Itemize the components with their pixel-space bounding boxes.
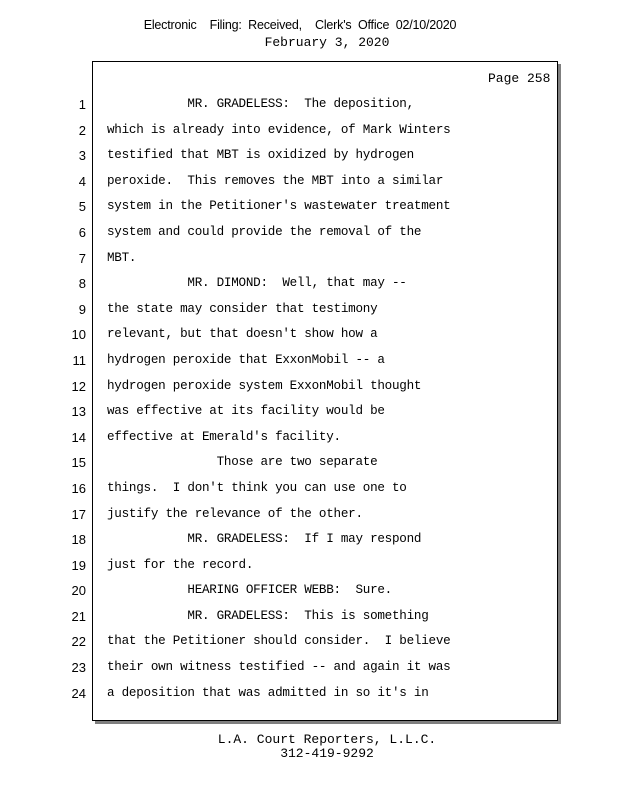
line-number: 4 (78, 173, 86, 189)
line-number: 5 (78, 199, 86, 215)
transcript-line: relevant, but that doesn't show how a (107, 327, 378, 342)
line-number: 15 (71, 455, 86, 471)
line-number: 2 (78, 122, 86, 138)
transcript-line: that the Petitioner should consider. I believe (107, 634, 451, 649)
transcript-line: MR. DIMOND: Well, that may -- (107, 276, 407, 291)
line-number: 7 (78, 250, 86, 266)
transcript-line: HEARING OFFICER WEBB: Sure. (107, 583, 392, 598)
transcript-line: MBT. (107, 250, 137, 265)
line-number: 14 (71, 429, 86, 445)
transcript-line: MR. GRADELESS: The deposition, (107, 97, 414, 111)
transcript-line: hydrogen peroxide that ExxonMobil -- a (107, 352, 385, 367)
line-number: 3 (78, 148, 86, 164)
transcript-line: which is already into evidence, of Mark Winters (107, 122, 451, 137)
line-number: 12 (71, 378, 86, 394)
line-number: 13 (71, 404, 86, 420)
transcript-line: things. I don't think you can use one to (107, 480, 407, 495)
line-number: 9 (78, 301, 86, 317)
line-number: 19 (71, 557, 86, 573)
line-number: 23 (71, 660, 86, 676)
transcript-line: hydrogen peroxide system ExxonMobil thought (107, 378, 422, 393)
line-number: 11 (72, 352, 86, 368)
transcript-line: just for the record. (107, 557, 254, 572)
line-number: 1 (78, 97, 86, 112)
line-number: 17 (71, 506, 86, 522)
transcript-line: their own witness testified -- and again it was (107, 660, 451, 675)
line-number: 8 (78, 276, 86, 292)
transcript-text (107, 92, 547, 706)
line-number: 18 (71, 532, 86, 548)
transcript-line: MR. GRADELESS: This is something (107, 608, 429, 623)
transcript-line: the state may consider that testimony (107, 301, 378, 316)
line-number-column (60, 92, 86, 706)
line-number: 24 (71, 685, 86, 701)
line-number: 22 (71, 634, 86, 650)
transcript-line: was effective at its facility would be (107, 404, 385, 419)
line-number: 16 (71, 480, 86, 496)
line-number: 6 (78, 224, 86, 240)
transcript-line: system and could provide the removal of the (107, 224, 422, 239)
transcript-line: effective at Emerald's facility. (107, 429, 341, 444)
transcript-line: Those are two separate (107, 455, 378, 470)
court-reporter-name: L.A. Court Reporters, L.L.C. (217, 732, 437, 747)
transcript-date: February 3, 2020 (264, 35, 390, 50)
transcript-line: MR. GRADELESS: If I may respond (107, 532, 422, 547)
line-number: 10 (71, 327, 86, 343)
transcript-line: peroxide. This removes the MBT into a similar (107, 173, 444, 188)
transcript-line: a deposition that was admitted in so it's in (107, 685, 429, 700)
line-number: 20 (71, 583, 86, 599)
transcript-line: system in the Petitioner's wastewater treatment (107, 199, 451, 214)
transcript-line: justify the relevance of the other. (107, 506, 363, 521)
page-number: Page 258 (488, 71, 551, 86)
filing-stamp: Electronic Filing: Received, Clerk's Office 02/10/2020 (143, 18, 457, 32)
transcript-line: testified that MBT is oxidized by hydrogen (107, 148, 414, 163)
court-reporter-phone: 312-419-9292 (280, 746, 374, 761)
page-footer (0, 733, 618, 761)
line-number: 21 (71, 608, 86, 624)
